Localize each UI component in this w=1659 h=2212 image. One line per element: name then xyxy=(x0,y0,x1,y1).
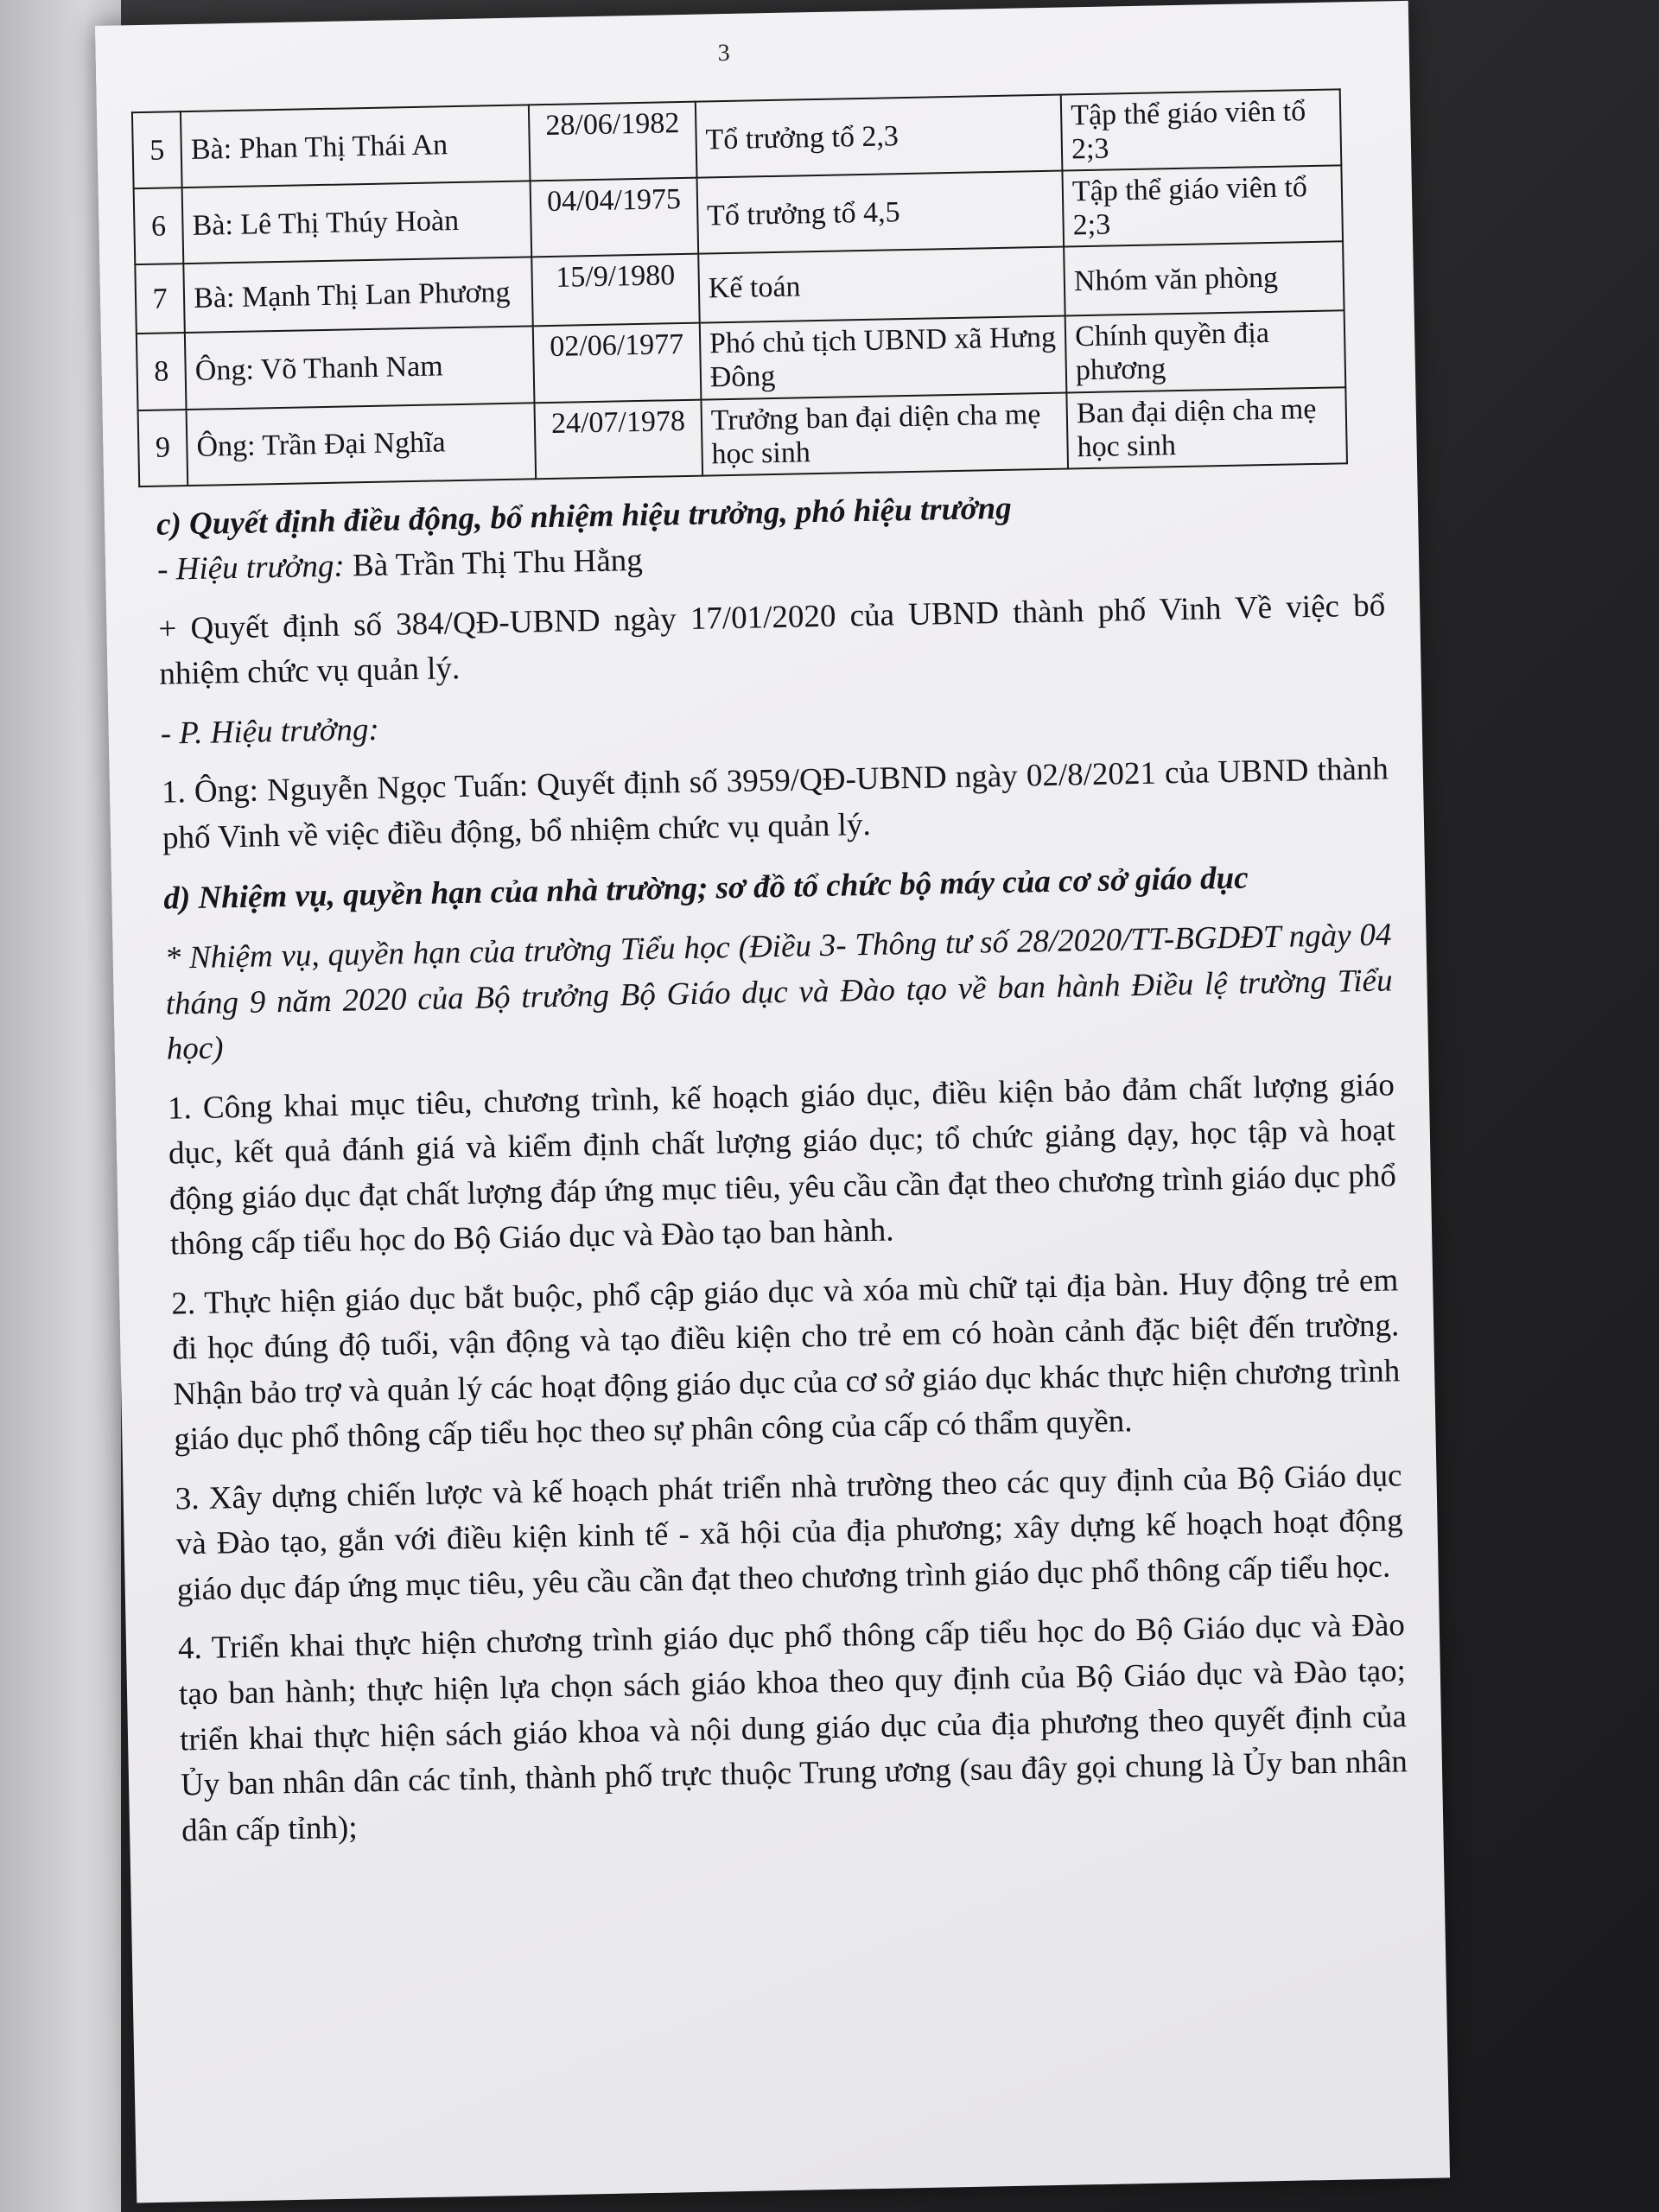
table-body xyxy=(132,89,1347,486)
member-name-cell: Ông: Võ Thanh Nam xyxy=(185,327,535,410)
principal-name: Bà Trần Thị Thu Hằng xyxy=(344,543,644,584)
birth-date-cell: 02/06/1977 xyxy=(533,323,701,403)
principal-label: - Hiệu trưởng: xyxy=(156,548,346,588)
position-cell: Kế toán xyxy=(698,247,1065,323)
representing-cell: Chính quyền địa phương xyxy=(1065,311,1346,392)
birth-date-cell: 04/04/1975 xyxy=(531,178,698,257)
row-index-cell: 6 xyxy=(134,188,184,264)
member-name-cell: Ông: Trần Đại Nghĩa xyxy=(187,403,537,486)
member-name-cell: Bà: Phan Thị Thái An xyxy=(181,105,531,188)
representing-cell: Tập thể giáo viên tổ 2;3 xyxy=(1062,166,1343,247)
position-cell: Phó chủ tịch UBND xã Hưng Đông xyxy=(700,316,1067,399)
representing-cell: Tập thể giáo viên tổ 2;3 xyxy=(1061,89,1342,170)
duty-item: 3. Xây dựng chiến lược và kế hoạch phát triển nhà trường theo các quy định của Bộ Giáo dục và Đào tạo, gắn với điều kiện kinh tế - xã hội của địa phương; xây dựng kế hoạch hoạt động giáo dục đáp ứng mục tiêu, yêu cầu cần đạt theo chương trình giáo dục phổ thông cấp tiểu học. xyxy=(175,1458,1403,1608)
section-d-intro: * Nhiệm vụ, quyền hạn của trường Tiểu học (Điều 3- Thông tư số 28/2020/TT-BGDĐT ngày 04 tháng 9 năm 2020 của Bộ trưởng Bộ Giáo dục và Đào tạo về ban hành Điều lệ trường Tiểu học) xyxy=(164,917,1393,1067)
row-index-cell: 7 xyxy=(135,264,185,334)
member-name-cell: Bà: Lê Thị Thúy Hoàn xyxy=(182,181,532,264)
position-cell: Tổ trưởng tổ 2,3 xyxy=(696,95,1063,178)
council-members-table xyxy=(131,88,1348,487)
row-index-cell: 9 xyxy=(138,410,188,486)
representing-cell: Ban đại diện cha mẹ học sinh xyxy=(1066,387,1347,468)
duty-item: 2. Thực hiện giáo dục bắt buộc, phổ cập giáo dục và xóa mù chữ tại địa bàn. Huy động trẻ em đi học đúng độ tuổi, vận động và tạo điều kiện cho trẻ em có hoàn cảnh đặc biệt đến trường. Nhận bảo trợ và quản lý các hoạt động giáo dục của cơ sở giáo dục khác thực hiện chương trình giáo dục phổ thông cấp tiểu học theo sự phân công của cấp có thẩm quyền. xyxy=(171,1262,1401,1458)
row-index-cell: 5 xyxy=(132,111,182,188)
vice-principal-label: - P. Hiệu trưởng: xyxy=(160,711,380,752)
representing-cell: Nhóm văn phòng xyxy=(1064,242,1344,316)
page-content xyxy=(131,88,1408,1854)
duty-item: 1. Công khai mục tiêu, chương trình, kế hoạch giáo dục, điều kiện bảo đảm chất lượng giáo dục, kết quả đánh giá và kiểm định chất lượng giáo dục; tổ chức giảng dạy, học tập và hoạt động giáo dục đạt chất lượng đáp ứng mục tiêu, yêu cầu cần đạt theo chương trình giáo dục phổ thông cấp tiểu học do Bộ Giáo dục và Đào tạo ban hành. xyxy=(167,1066,1397,1262)
document-page xyxy=(95,1,1450,2203)
member-name-cell: Bà: Mạnh Thị Lan Phương xyxy=(183,257,533,334)
birth-date-cell: 28/06/1982 xyxy=(529,102,696,181)
row-index-cell: 8 xyxy=(137,333,187,410)
duty-item: 4. Triển khai thực hiện chương trình giáo dục phổ thông cấp tiểu học do Bộ Giáo dục và Đào tạo ban hành; thực hiện lựa chọn sách giáo khoa theo quy định của Bộ Giáo dục và Đào tạo; triển khai thực hiện sách giáo khoa và nội dung giáo dục của địa phương theo quyết định của Ủy ban nhân dân các tỉnh, thành phố trực thuộc Trung ương (sau đây gọi chung là Ủy ban nhân dân cấp tỉnh); xyxy=(177,1607,1408,1849)
section-c-heading: c) Quyết định điều động, bổ nhiệm hiệu trưởng, phó hiệu trưởng xyxy=(156,490,1013,543)
birth-date-cell: 15/9/1980 xyxy=(532,254,700,327)
principal-decision: + Quyết định số 384/QĐ-UBND ngày 17/01/2020 của UBND thành phố Vinh Về việc bổ nhiệm chức vụ quản lý. xyxy=(158,588,1386,693)
birth-date-cell: 24/07/1978 xyxy=(535,399,702,479)
position-cell: Trưởng ban đại diện cha mẹ học sinh xyxy=(701,392,1068,475)
position-cell: Tổ trưởng tổ 4,5 xyxy=(696,171,1064,254)
vice-principal-decision: 1. Ông: Nguyễn Ngọc Tuấn: Quyết định số 3959/QĐ-UBND ngày 02/8/2021 của UBND thành phố Vinh về việc điều động, bổ nhiệm chức vụ quản lý. xyxy=(161,751,1389,856)
page-number: 3 xyxy=(717,39,731,67)
section-d-heading: d) Nhiệm vụ, quyền hạn của nhà trường; sơ đồ tổ chức bộ máy của cơ sở giáo dục xyxy=(163,861,1249,918)
